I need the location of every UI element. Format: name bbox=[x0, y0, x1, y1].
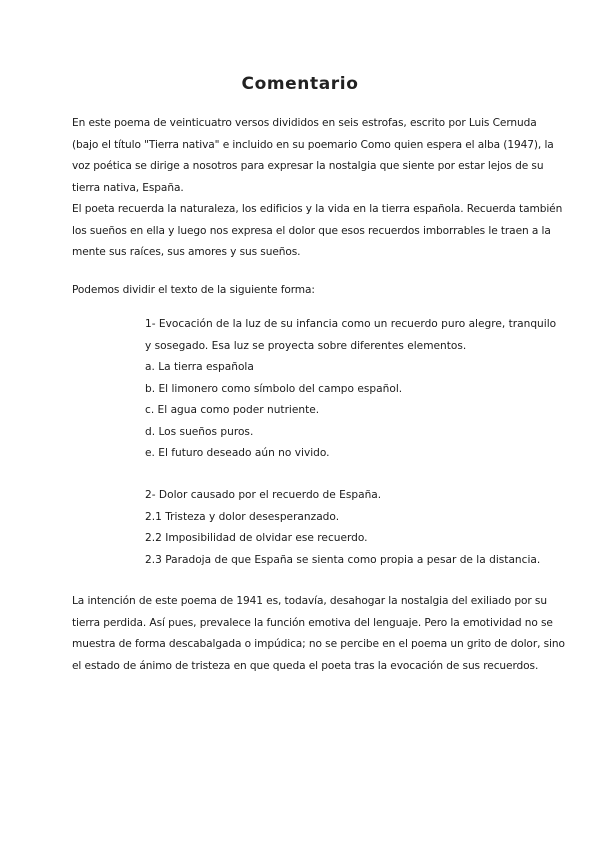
text-line: El poeta recuerda la naturaleza, los edificios y la vida en la tierra española. Recuerda también bbox=[72, 203, 563, 215]
part2-list bbox=[145, 485, 545, 571]
text-line: el estado de ánimo de tristeza en que queda el poeta tras la evocación de sus recuerdos. bbox=[72, 659, 539, 672]
text-line: mente sus raíces, sus amores y sus sueños. bbox=[72, 246, 301, 258]
list-item: 2.2 Imposibilidad de olvidar ese recuerdo. bbox=[145, 532, 368, 544]
list-item: a. La tierra española bbox=[145, 361, 254, 373]
text-line: los sueños en ella y luego nos expresa el dolor que esos recuerdos imborrables le traen a la bbox=[72, 224, 551, 237]
list-item: 2.1 Tristeza y dolor desesperanzado. bbox=[145, 510, 340, 523]
list-item: 2- Dolor causado por el recuerdo de España. bbox=[145, 489, 382, 501]
list-item: 2.3 Paradoja de que España se sienta como propia a pesar de la distancia. bbox=[145, 553, 541, 566]
intro-paragraph bbox=[72, 113, 563, 264]
text-line: La intención de este poema de 1941 es, todavía, desahogar la nostalgia del exiliado por su bbox=[72, 595, 547, 607]
text-line: En este poema de veinticuatro versos divididos en seis estrofas, escrito por Luis Cernuda bbox=[72, 117, 537, 129]
list-item: d. Los sueños puros. bbox=[145, 425, 254, 438]
list-item: y sosegado. Esa luz se proyecta sobre diferentes elementos. bbox=[145, 339, 467, 352]
division-lead bbox=[72, 280, 532, 302]
part1-list bbox=[145, 314, 557, 465]
list-item: b. El limonero como símbolo del campo español. bbox=[145, 382, 403, 395]
text-line: (bajo el título "Tierra nativa" e incluido en su poemario Como quien espera el alba (1947), la bbox=[72, 138, 554, 151]
text-line: voz poética se dirige a nosotros para expresar la nostalgia que siente por estar lejos de su bbox=[72, 160, 544, 172]
text-line: Podemos dividir el texto de la siguiente forma: bbox=[72, 284, 315, 296]
list-item: e. El futuro deseado aún no vivido. bbox=[145, 447, 330, 459]
text-line: muestra de forma descabalgada o impúdica; no se percibe en el poema un grito de dolor, sino bbox=[72, 638, 565, 650]
list-item: c. El agua como poder nutriente. bbox=[145, 404, 320, 416]
text-line: tierra perdida. Así pues, prevalece la función emotiva del lenguaje. Pero la emotividad no se bbox=[72, 616, 553, 629]
page-title: Comentario bbox=[241, 74, 359, 94]
conclusion-paragraph bbox=[72, 591, 565, 677]
list-item: 1- Evocación de la luz de su infancia como un recuerdo puro alegre, tranquilo bbox=[145, 318, 557, 330]
text-line: tierra nativa, España. bbox=[72, 181, 184, 194]
